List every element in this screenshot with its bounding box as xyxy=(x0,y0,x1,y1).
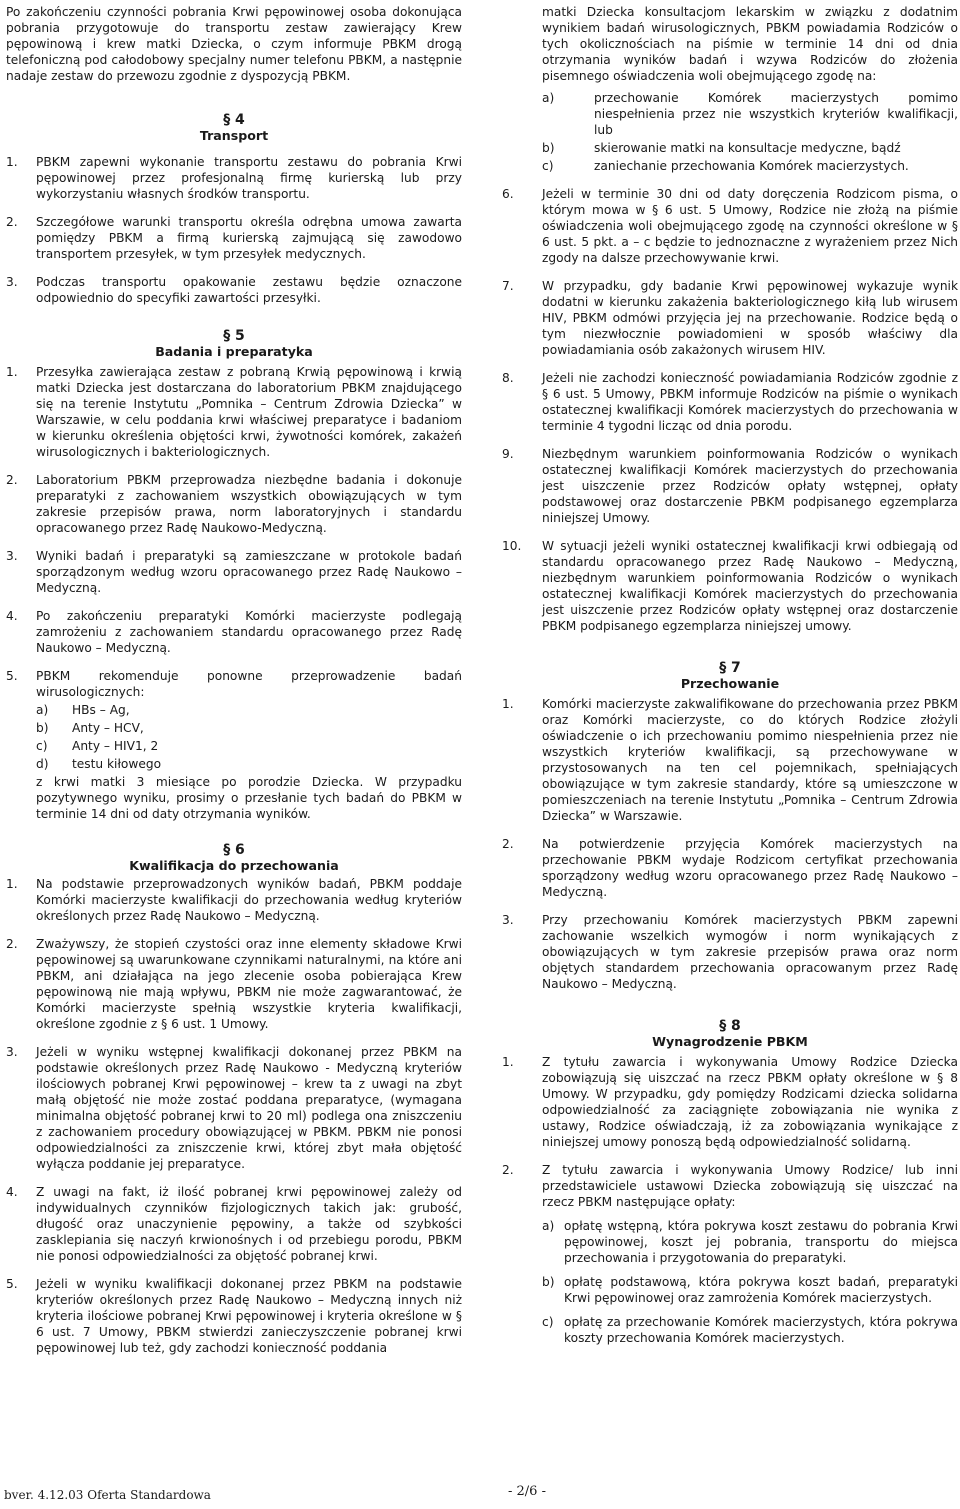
test-text: HBs – Ag, xyxy=(72,703,130,717)
test-text: Anty – HIV1, 2 xyxy=(72,739,159,753)
test-item xyxy=(36,720,462,736)
list-item xyxy=(502,1054,958,1150)
test-item xyxy=(36,738,462,754)
list-item xyxy=(6,214,462,262)
item-text: Szczegółowe warunki transportu określa odrębna umowa zawarta pomiędzy PBKM a firmą kurierską zajmującą się zawodowo transportem przesyłek, w tym przesyłek medycznych. xyxy=(36,215,462,261)
option-text: skierowanie matki na konsultacje medyczne, bądź xyxy=(594,141,901,155)
fee-text: opłatę podstawową, która pokrywa koszt badań, preparatyki Krwi pępowinowej oraz zamrożenia Komórek macierzystych. xyxy=(564,1275,958,1305)
item-text: PBKM rekomenduje ponowne przeprowadzenie badań wirusologicznych: xyxy=(36,669,462,699)
item-text: Na podstawie przeprowadzonych wyników badań, PBKM poddaje Komórki macierzyste kwalifikacji do przechowania według kryteriów określonych przez Radę Naukowo – Medyczną. xyxy=(36,877,462,923)
list-item xyxy=(502,446,958,526)
item-text: Z uwagi na fakt, iż ilość pobranej krwi pępowinowej zależy od indywidualnych czynników fizjologicznych takich jak: grubość, długość oraz unaczynienie pępowiny, a także od szybkości zasklepiania się naczyń krwionośnych i od przebiegu porodu, PBKM nie ponosi odpowiedzialności za objętość pobranej krwi. xyxy=(36,1185,462,1263)
item-number: 4. xyxy=(6,609,18,623)
fee-label: b) xyxy=(542,1275,555,1289)
item-text: Wyniki badań i preparatyki są zamieszczane w protokole badań sporządzonym według wzoru opracowanego przez Radę Naukowo – Medyczną. xyxy=(36,549,462,595)
test-label: a) xyxy=(36,703,49,717)
test-label: c) xyxy=(36,739,48,753)
item-text: Zważywszy, że stopień czystości oraz inne elementy składowe Krwi pępowinowej są uwarunkowane czynnikami naturalnymi, na które ani PBKM, ani działająca na jego zlecenie osoba pobierająca Krew pępowinową nie mają wpływu, PBKM nie może zagwarantować, że Komórki macierzyste spełnią wszystkie kryteria kwalifikacji, określone zgodnie z § 6 ust. 1 Umowy. xyxy=(36,937,462,1031)
option-label: c) xyxy=(542,159,554,173)
option-item xyxy=(542,90,958,138)
section-7-title: Przechowanie xyxy=(680,676,780,691)
item-number: 1. xyxy=(502,697,514,711)
test-text: Anty – HCV, xyxy=(72,721,144,735)
list-item xyxy=(6,154,462,202)
section-5-number: § 5 xyxy=(223,328,245,344)
item-text: Na potwierdzenie przyjęcia Komórek macierzystych na przechowanie PBKM wydaje Rodzicom certyfikat przechowania sporządzony według wzoru opracowanego przez Radę Naukowo – Medyczną. xyxy=(542,837,958,899)
option-text: zaniechanie przechowania Komórek macierzystych. xyxy=(594,159,909,173)
section-6-number: § 6 xyxy=(223,842,245,858)
item-text: Przy przechowaniu Komórek macierzystych PBKM zapewni zachowanie wszelkich wymogów i norm wynikających z obowiązujących w tym zakresie przepisów prawa oraz norm objętych standardem przechowania opracowanym przez Radę Naukowo – Medyczną. xyxy=(542,913,958,991)
option-label: a) xyxy=(542,91,555,105)
item-number: 1. xyxy=(6,877,18,891)
fee-item xyxy=(542,1274,958,1306)
list-item xyxy=(502,1162,958,1210)
item-number: 10. xyxy=(502,539,522,553)
list-item xyxy=(6,548,462,596)
list-item xyxy=(6,668,462,774)
item-text: Niezbędnym warunkiem poinformowania Rodziców o wynikach ostatecznej kwalifikacji Komórek macierzystych do przechowania jest uiszczenie przez Rodziców opłaty wstępnej, opłaty podstawowej oraz dostarczenie PBKM podpisanego egzemplarza niniejszej Umowy. xyxy=(542,447,958,525)
item-text: Przesyłka zawierająca zestaw z pobraną Krwią pępowinową i krwią matki Dziecka jest dostarczana do laboratorium PBKM znajdującego się na terenie Instytutu „Pomnika – Centrum Zdrowia Dziecka” w Warszawie, w celu poddania krwi właściwej preparatyce i badaniom w kierunku określenia objętości krwi, żywotności komórek, zakażeń wirusologicznych i bakteriologicznych. xyxy=(36,365,462,459)
fee-text: opłatę wstępną, która pokrywa koszt zestawu do pobrania Krwi pępowinowej, koszt jej pobrania, transportu do miejsca przechowania i przygotowania do preparatyki. xyxy=(564,1219,958,1265)
test-text: testu kiłowego xyxy=(72,757,162,771)
item-number: 9. xyxy=(502,447,514,461)
item-number: 8. xyxy=(502,371,514,385)
fee-item xyxy=(542,1314,958,1346)
test-item xyxy=(36,756,462,772)
item-number: 5. xyxy=(6,1277,18,1291)
item-number: 3. xyxy=(6,549,18,563)
list-item xyxy=(502,912,958,992)
test-label: b) xyxy=(36,721,49,735)
list-item xyxy=(6,274,462,306)
list-item xyxy=(502,538,958,634)
footer-version: bver. 4.12.03 Oferta Standardowa xyxy=(4,1488,211,1502)
right-column xyxy=(502,4,958,1348)
list-item xyxy=(502,186,958,266)
section-4-number: § 4 xyxy=(223,112,245,128)
tests-followup: z krwi matki 3 miesiące po porodzie Dziecka. W przypadku pozytywnego wyniku, prosimy o przesłanie tych badań do PBKM w terminie 14 dni od daty otrzymania wyników. xyxy=(36,775,462,821)
item-number: 2. xyxy=(502,837,514,851)
item-number: 2. xyxy=(502,1163,514,1177)
test-label: d) xyxy=(36,757,49,771)
item-number: 3. xyxy=(6,275,18,289)
item-text: Jeżeli w wyniku wstępnej kwalifikacji dokonanej przez PBKM na podstawie określonych przez Radę Naukowo - Medyczną kryteriów ilościowych pobranej Krwi pępowinowej – krew ta z uwagi na zbyt małą objętość nie może zostać poddana preparatyce, (wymagana minimalna objętość pobranej krwi to 20 ml) podlega ona zniszczeniu z zachowaniem procedury obowiązującej w PBKM. PBKM nie ponosi odpowiedzialności za zniszczenie krwi, której zbyt mała objętość wyłącza poddanie jej preparatyce. xyxy=(36,1045,462,1171)
item-text: W sytuacji jeżeli wyniki ostatecznej kwalifikacji krwi odbiegają od standardu opracowanego przez Radę Naukowo – Medyczną, niezbędnym warunkiem poinformowania Rodziców o wynikach ostatecznej kwalifikacji Komórek macierzystych do przechowania jest uiszczenie przez Rodziców opłaty wstępnej oraz dostarczenie PBKM podpisanego egzemplarza niniejszej umowy. xyxy=(542,539,958,633)
section-4-title: Transport xyxy=(199,128,269,143)
list-item xyxy=(6,472,462,536)
test-item xyxy=(36,702,462,718)
item-text: Jeżeli w terminie 30 dni od daty doręczenia Rodzicom pisma, o którym mowa w § 6 ust. 5 Umowy, Rodzice nie złożą na piśmie oświadczenia woli obejmującego zgodę na czynności określone w § 6 ust. 5 pkt. a – c będzie to jednoznaczne z wyrażeniem przez Nich zgody na dalsze przechowywanie krwi. xyxy=(542,187,958,265)
consent-options xyxy=(502,90,958,174)
item-number: 2. xyxy=(6,215,18,229)
item-number: 7. xyxy=(502,279,514,293)
item-number: 3. xyxy=(6,1045,18,1059)
list-item xyxy=(502,836,958,900)
list-item xyxy=(6,1044,462,1172)
list-item xyxy=(6,608,462,656)
item-number: 2. xyxy=(6,937,18,951)
list-item xyxy=(6,1276,462,1356)
fee-text: opłatę za przechowanie Komórek macierzystych, która pokrywa koszty przechowania Komórek macierzystych. xyxy=(564,1315,958,1345)
fee-item xyxy=(542,1218,958,1266)
item-number: 5. xyxy=(6,669,18,683)
list-item xyxy=(6,364,462,460)
item-number: 1. xyxy=(6,365,18,379)
left-column xyxy=(6,4,462,1368)
list-item xyxy=(502,278,958,358)
fee-label: a) xyxy=(542,1219,555,1233)
item-number: 3. xyxy=(502,913,514,927)
fees-list xyxy=(502,1218,958,1346)
item-text: Jeżeli nie zachodzi konieczność powiadamiania Rodziców zgodnie z § 6 ust. 5 Umowy, PBKM informuje Rodziców na piśmie o wynikach ostatecznej kwalifikacji Komórek macierzystych do przechowania w terminie 4 tygodni licząc od dnia porodu. xyxy=(542,371,958,433)
section-6-title: Kwalifikacja do przechowania xyxy=(129,858,339,873)
section-8-title: Wynagrodzenie PBKM xyxy=(652,1034,808,1049)
item-text: W przypadku, gdy badanie Krwi pępowinowej wykazuje wynik dodatni w kierunku zakażenia bakteriologicznego kiłą lub wirusem HIV, PBKM odmówi przyjęcia jej na przechowanie. Rodzice będą o tym niezwłocznie powiadomieni w sposób właściwy dla powiadamiania osób zakażonych wirusem HIV. xyxy=(542,279,958,357)
continuation-paragraph: matki Dziecka konsultacjom lekarskim w związku z dodatnim wynikiem badań wirusologicznych, PBKM powiadamia Rodziców o tych okolicznościach na piśmie w terminie 14 dni od dnia otrzymania wyników badań i wzywa Rodziców do złożenia pisemnego oświadczenia woli obejmującego zgodę na: xyxy=(542,5,958,83)
option-label: b) xyxy=(542,141,555,155)
item-text: PBKM zapewni wykonanie transportu zestawu do pobrania Krwi pępowinowej przez profesjonalną firmę kurierską lub przy wykorzystaniu własnych środków transportu. xyxy=(36,155,462,201)
intro-paragraph: Po zakończeniu czynności pobrania Krwi pępowinowej osoba dokonująca pobrania przygotowuje do transportu zestaw zawierający Krew pępowinową i krew matki Dziecka, o czym informuje PBKM drogą telefoniczną pod całodobowy specjalny numer telefonu PBKM, a następnie nadaje zestaw do przewozu zgodnie z dyspozycją PBKM. xyxy=(6,5,462,83)
option-item xyxy=(542,158,958,174)
item-number: 1. xyxy=(6,155,18,169)
item-text: Podczas transportu opakowanie zestawu będzie oznaczone odpowiednio do specyfiki zawartości przesyłki. xyxy=(36,275,462,305)
item-text: Jeżeli w wyniku kwalifikacji dokonanej przez PBKM na podstawie kryteriów określonych przez Radę Naukowo – Medyczną innych niż kryteria ilościowe pobranej Krwi pępowinowej i kryteria określone w § 6 ust. 7 Umowy, PBKM stwierdzi zanieczyszczenie pobranej krwi pępowinowej lub też, gdy zachodzi konieczność poddania xyxy=(36,1277,462,1355)
item-number: 1. xyxy=(502,1055,514,1069)
option-item xyxy=(542,140,958,156)
section-8-number: § 8 xyxy=(719,1018,741,1034)
page-number: - 2/6 - xyxy=(508,1484,546,1499)
list-item xyxy=(6,876,462,924)
section-5-title: Badania i preparatyka xyxy=(155,344,313,359)
item-text: Komórki macierzyste zakwalifikowane do przechowania przez PBKM oraz Komórki macierzyste, co do których Rodzice złożyli oświadczenie o ich przechowaniu pomimo niespełnienia przez nie wszystkich kryteriów kwalifikacji, są przechowywane w przystosowanych na ten cel pojemnikach, spełniających obowiązujące w tym zakresie standardy, które są umieszczone w pomieszczeniach na terenie Instytutu „Pomnika – Centrum Zdrowia Dziecka” w Warszawie. xyxy=(542,697,958,823)
item-text: Z tytułu zawarcia i wykonywania Umowy Rodzice/ lub inni przedstawiciele ustawowi Dziecka zobowiązują się uiszczać na rzecz PBKM następujące opłaty: xyxy=(542,1163,958,1209)
item-number: 2. xyxy=(6,473,18,487)
item-text: Po zakończeniu preparatyki Komórki macierzyste podlegają zamrożeniu z zachowaniem standardu opracowanego przez Radę Naukowo – Medyczną. xyxy=(36,609,462,655)
item-number: 4. xyxy=(6,1185,18,1199)
fee-label: c) xyxy=(542,1315,554,1329)
list-item xyxy=(6,936,462,1032)
list-item xyxy=(6,1184,462,1264)
option-text: przechowanie Komórek macierzystych pomimo niespełnienia przez nie wszystkich kryteriów kwalifikacji, lub xyxy=(594,91,958,137)
list-item xyxy=(502,370,958,434)
item-text: Laboratorium PBKM przeprowadza niezbędne badania i dokonuje preparatyki z zachowaniem wszystkich obowiązujących w tym zakresie przepisów prawa, norm laboratoryjnych i standardu opracowanego przez Radę Naukowo-Medyczną. xyxy=(36,473,462,535)
item-text: Z tytułu zawarcia i wykonywania Umowy Rodzice Dziecka zobowiązują się uiszczać na rzecz PBKM opłaty określone w § 8 Umowy. W przypadku, gdy pomiędzy Rodzicami dziecka solidarna odpowiedzialność za zaciągnięte zobowiązania nie wynika z ustawy, Rodzice oświadczają, iż za zobowiązania wynikające z niniejszej umowy ponoszą będą odpowiedzialność solidarną. xyxy=(542,1055,958,1149)
list-item xyxy=(502,696,958,824)
item-number: 6. xyxy=(502,187,514,201)
section-7-number: § 7 xyxy=(719,660,741,676)
